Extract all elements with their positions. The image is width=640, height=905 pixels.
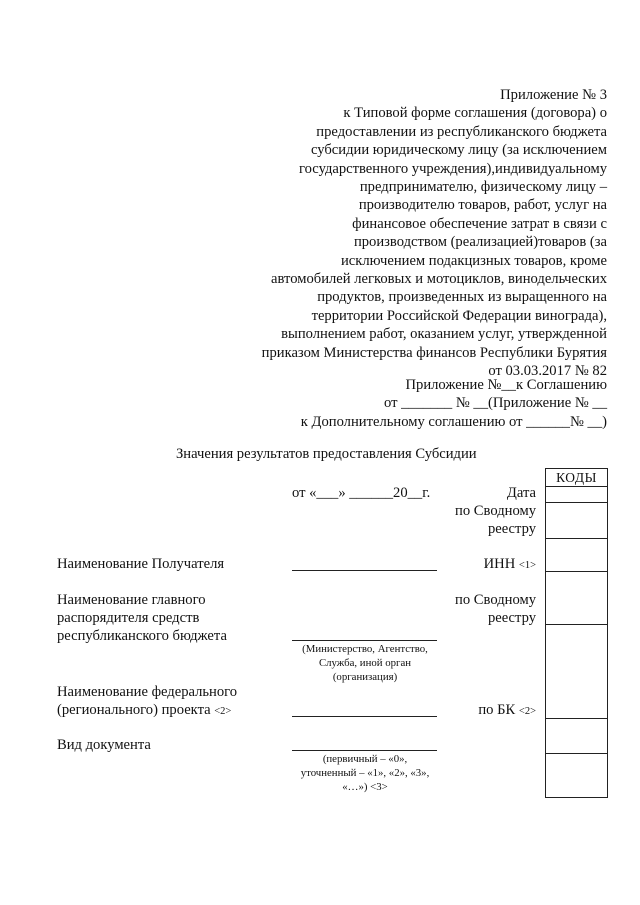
appendix-line: Приложение № 3: [500, 87, 607, 103]
project-footnote-ref: <2>: [214, 706, 232, 717]
annex-line: Приложение №__к Соглашению: [405, 377, 607, 393]
appendix-line: выполнением работ, оказанием услуг, утвержденной: [281, 326, 607, 343]
doctype-hint-line: уточненный – «1», «2», «3»,: [300, 767, 430, 779]
document-date-field[interactable]: от «___» ______20__г.: [292, 485, 431, 501]
summary-registry-label-1b: реестру: [487, 521, 536, 537]
manager-input-line[interactable]: [292, 640, 437, 641]
appendix-line: от 03.03.2017 № 82: [488, 363, 607, 380]
codes-header: КОДЫ: [546, 469, 607, 487]
codes-row-divider: [546, 502, 607, 503]
project-label-line1: Наименование федерального: [57, 684, 238, 700]
annex-line: от _______ № __(Приложение № __: [383, 395, 607, 412]
appendix-line: автомобилей легковых и мотоциклов, винодельческих: [271, 271, 607, 288]
annex-line: к Дополнительному соглашению от ______№ __): [300, 413, 607, 430]
appendix-line: к Типовой форме соглашения (договора) о: [343, 105, 607, 122]
appendix-line: приказом Министерства финансов Республики Бурятия: [261, 344, 607, 361]
manager-hint-line: Служба, иной орган: [318, 657, 412, 669]
date-label: Дата: [506, 485, 536, 501]
doctype-label: Вид документа: [57, 737, 151, 753]
manager-hint-line: (организация): [332, 671, 398, 683]
manager-hint: [285, 642, 445, 684]
appendix-line: государственного учреждения),индивидуальному: [299, 160, 607, 177]
codes-row-divider: [546, 571, 607, 572]
bk-label: [478, 701, 536, 721]
document-title: Значения результатов предоставления Субсидии: [176, 446, 477, 462]
project-input-line[interactable]: [292, 716, 437, 717]
doctype-input-line[interactable]: [292, 750, 437, 751]
manager-hint-line: (Министерство, Агентство,: [302, 643, 428, 655]
codes-row-divider: [546, 718, 607, 719]
project-label-text: (регионального) проекта: [57, 702, 211, 718]
doctype-hint-line: «…») <3>: [342, 781, 388, 793]
inn-footnote-ref: <1>: [518, 560, 536, 571]
manager-label-line3: республиканского бюджета: [57, 628, 227, 644]
manager-label-line1: Наименование главного: [57, 592, 206, 608]
doctype-hint-line: (первичный – «0»,: [322, 753, 408, 765]
appendix-line: предпринимателю, физическому лицу –: [359, 179, 607, 196]
inn-label-text: ИНН: [483, 556, 516, 572]
doctype-hint: [278, 752, 452, 794]
summary-registry-label-2b: реестру: [487, 610, 536, 626]
manager-label-line2: распорядителя средств: [57, 610, 200, 626]
appendix-line: производителю товаров, работ, услуг на: [358, 197, 607, 214]
agreement-annex-reference: [167, 376, 607, 431]
bk-label-text: по БК: [478, 702, 516, 718]
inn-label: [484, 555, 536, 575]
appendix-line: продуктов, произведенных из выращенного на: [317, 289, 607, 306]
codes-row-divider: [546, 538, 607, 539]
summary-registry-label-2: по Сводному: [455, 592, 536, 608]
bk-footnote-ref: <2>: [518, 706, 536, 717]
appendix-line: субсидии юридическому лицу (за исключением: [310, 142, 607, 159]
recipient-label: Наименование Получателя: [57, 556, 225, 572]
codes-row-divider: [546, 753, 607, 754]
appendix-line: производством (реализацией)товаров (за: [353, 234, 607, 251]
codes-row-divider: [546, 624, 607, 625]
recipient-input-line[interactable]: [292, 570, 437, 571]
appendix-line: территории Российской Федерации винограда),: [311, 307, 607, 324]
project-label-line2: [57, 701, 231, 721]
appendix-reference: [187, 86, 607, 381]
appendix-line: исключением подакцизных товаров, кроме: [341, 252, 607, 269]
codes-table: [545, 468, 608, 798]
appendix-line: предоставлении из республиканского бюджета: [316, 123, 607, 140]
appendix-line: финансовое обеспечение затрат в связи с: [352, 215, 607, 232]
summary-registry-label-1: по Сводному: [455, 503, 536, 519]
